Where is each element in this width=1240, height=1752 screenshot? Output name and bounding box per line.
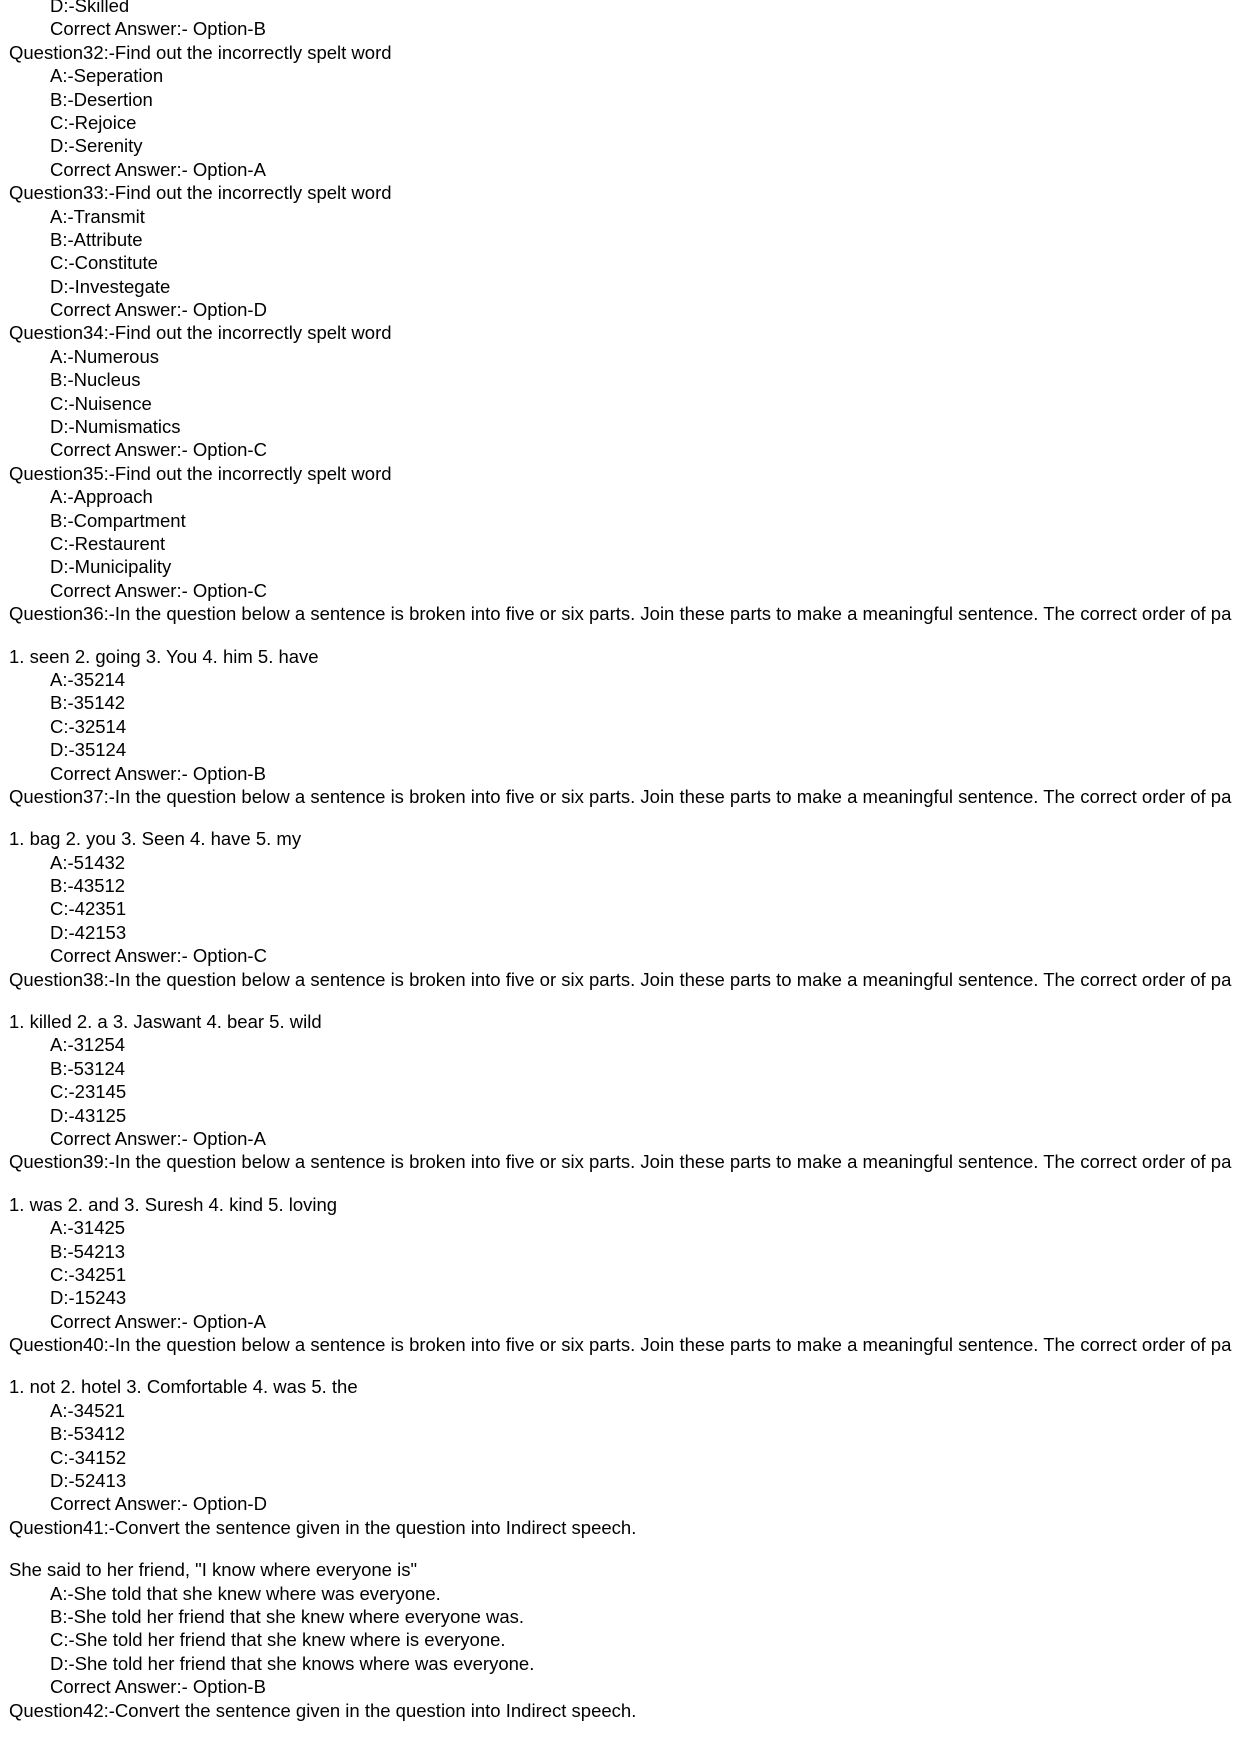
question-document — [9, 0, 1240, 1722]
blank-gap — [9, 991, 1240, 1010]
option-d: D:-15243 — [50, 1287, 127, 1309]
option-line: D:-Skilled — [50, 0, 130, 16]
option-c: C:-Constitute — [50, 252, 158, 274]
question-prompt: 1. killed 2. a 3. Jaswant 4. bear 5. wild — [9, 1011, 322, 1033]
question-title: Question36:-In the question below a sentence is broken into five or six parts. Join these parts to make a meaningful sentence. The correct order of pa — [9, 603, 1232, 625]
question-prompt: 1. seen 2. going 3. You 4. him 5. have — [9, 645, 319, 667]
option-b: B:-53124 — [50, 1057, 126, 1079]
correct-answer: Correct Answer:- Option-D — [50, 1493, 267, 1515]
correct-answer: Correct Answer:- Option-C — [50, 439, 267, 461]
blank-gap — [9, 1174, 1240, 1193]
option-d: D:-Investegate — [50, 275, 171, 297]
question-prompt: 1. bag 2. you 3. Seen 4. have 5. my — [9, 828, 302, 850]
correct-answer: Correct Answer:- Option-A — [50, 1127, 266, 1149]
option-c: C:-She told her friend that she knew where is everyone. — [50, 1629, 506, 1651]
option-c: C:-34152 — [50, 1446, 127, 1468]
option-a: A:-She told that she knew where was everyone. — [50, 1582, 441, 1604]
blank-gap — [9, 808, 1240, 827]
option-a: A:-31254 — [50, 1034, 126, 1056]
correct-answer: Correct Answer:- Option-B — [50, 18, 266, 40]
option-b: B:-53412 — [50, 1423, 126, 1445]
question-title: Question32:-Find out the incorrectly spelt word — [9, 41, 392, 63]
option-b: B:-Desertion — [50, 88, 153, 110]
option-b: B:-Attribute — [50, 228, 143, 250]
option-c: C:-Restaurent — [50, 532, 166, 554]
question-title: Question34:-Find out the incorrectly spelt word — [9, 322, 392, 344]
correct-answer: Correct Answer:- Option-B — [50, 1676, 266, 1698]
option-d: D:-35124 — [50, 739, 127, 761]
option-b: B:-Compartment — [50, 509, 186, 531]
correct-answer: Correct Answer:- Option-C — [50, 579, 267, 601]
option-c: C:-23145 — [50, 1081, 127, 1103]
option-c: C:-42351 — [50, 898, 127, 920]
question-title: Question38:-In the question below a sentence is broken into five or six parts. Join these parts to make a meaningful sentence. The correct order of pa — [9, 968, 1232, 990]
question-prompt: 1. not 2. hotel 3. Comfortable 4. was 5. the — [9, 1376, 358, 1398]
option-d: D:-Serenity — [50, 135, 143, 157]
option-a: A:-35214 — [50, 668, 126, 690]
option-c: C:-34251 — [50, 1263, 127, 1285]
question-prompt: 1. was 2. and 3. Suresh 4. kind 5. loving — [9, 1193, 338, 1215]
option-c: C:-32514 — [50, 715, 127, 737]
option-a: A:-Seperation — [50, 65, 164, 87]
option-d: D:-52413 — [50, 1470, 127, 1492]
question-title: Question42:-Convert the sentence given in the question into Indirect speech. — [9, 1699, 637, 1721]
question-title: Question37:-In the question below a sentence is broken into five or six parts. Join these parts to make a meaningful sentence. The correct order of pa — [9, 785, 1232, 807]
option-b: B:-43512 — [50, 875, 126, 897]
option-d: D:-42153 — [50, 921, 127, 943]
option-d: D:-Numismatics — [50, 416, 181, 438]
question-title: Question40:-In the question below a sentence is broken into five or six parts. Join these parts to make a meaningful sentence. The correct order of pa — [9, 1334, 1232, 1356]
question-prompt: She said to her friend, "I know where everyone is" — [9, 1559, 418, 1581]
option-c: C:-Rejoice — [50, 111, 137, 133]
question-title: Question39:-In the question below a sentence is broken into five or six parts. Join these parts to make a meaningful sentence. The correct order of pa — [9, 1151, 1232, 1173]
correct-answer: Correct Answer:- Option-C — [50, 945, 267, 967]
correct-answer: Correct Answer:- Option-B — [50, 762, 266, 784]
blank-gap — [9, 1356, 1240, 1375]
blank-gap — [9, 1539, 1240, 1558]
option-a: A:-31425 — [50, 1217, 126, 1239]
correct-answer: Correct Answer:- Option-D — [50, 299, 267, 321]
option-a: A:-Transmit — [50, 205, 145, 227]
correct-answer: Correct Answer:- Option-A — [50, 158, 266, 180]
option-b: B:-Nucleus — [50, 369, 141, 391]
correct-answer: Correct Answer:- Option-A — [50, 1310, 266, 1332]
option-a: A:-Approach — [50, 486, 153, 508]
option-c: C:-Nuisence — [50, 392, 152, 414]
option-b: B:-She told her friend that she knew where everyone was. — [50, 1606, 525, 1627]
question-title: Question35:-Find out the incorrectly spelt word — [9, 462, 392, 484]
option-b: B:-35142 — [50, 692, 126, 714]
option-b: B:-54213 — [50, 1240, 126, 1262]
option-a: A:-51432 — [50, 851, 126, 873]
option-d: D:-She told her friend that she knows where was everyone. — [50, 1652, 535, 1674]
blank-gap — [9, 626, 1240, 645]
question-title: Question33:-Find out the incorrectly spelt word — [9, 182, 392, 204]
option-a: A:-34521 — [50, 1399, 126, 1421]
option-a: A:-Numerous — [50, 345, 159, 367]
question-title: Question41:-Convert the sentence given in the question into Indirect speech. — [9, 1516, 637, 1538]
option-d: D:-43125 — [50, 1104, 127, 1126]
option-d: D:-Municipality — [50, 556, 172, 578]
